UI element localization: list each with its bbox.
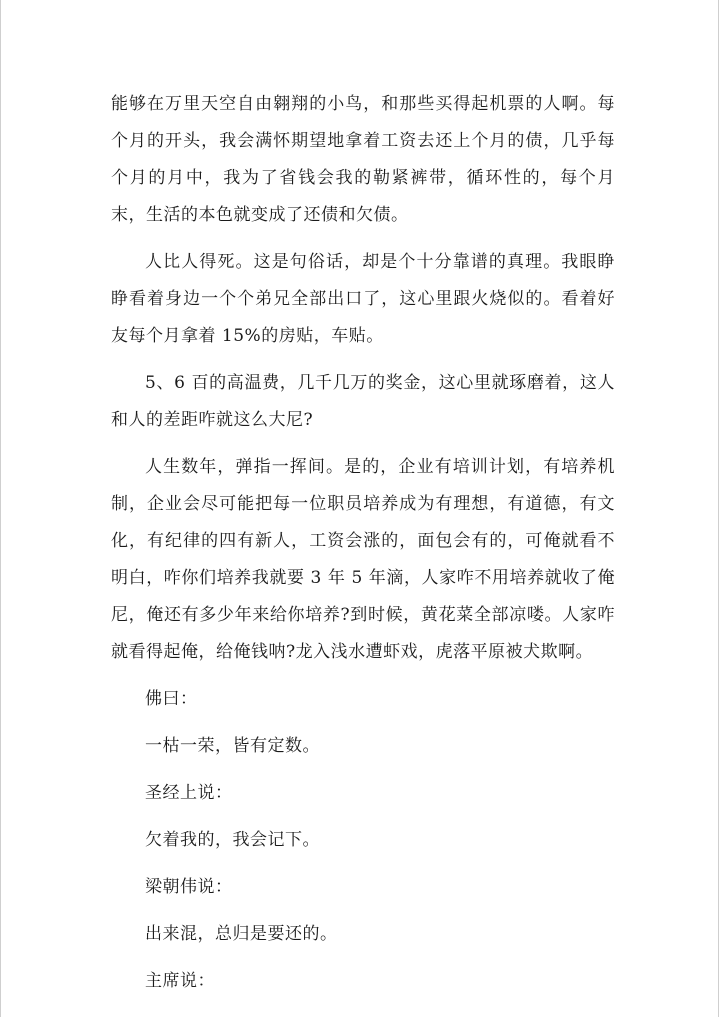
paragraph-training: 人生数年，弹指一挥间。是的，企业有培训计划，有培养机制，企业会尽可能把每一位职员培养成为有理想，有道德，有文化，有纪律的四有新人，工资会涨的，面包会有的，可俺就看不明白，咋你们培养我就要 3 年 5 年滴，人家咋不用培养就收了俺尼，俺还有多少年来给你培养?到时候，黄花菜全部凉喽。人家咋就看得起俺，给俺钱呐?龙入浅水遭虾戏，虎落平原被犬欺啊。 xyxy=(111,457,615,662)
quote-intro-bible: 圣经上说： xyxy=(145,783,233,803)
quote-buddha: 一枯一荣，皆有定数。 xyxy=(145,736,320,756)
quote-intro-chairman: 主席说： xyxy=(145,971,215,991)
paragraph-comparison: 人比人得死。这是句俗话，却是个十分靠谱的真理。我眼睁睁看着身边一个个弟兄全部出口了，这心里跟火烧似的。看着好友每个月拿着 15%的房贴，车贴。 xyxy=(111,252,615,346)
quote-bible: 欠着我的，我会记下。 xyxy=(145,830,320,850)
document-body xyxy=(111,86,615,1010)
paragraph-bonus: 5、6 百的高温费，几千几万的奖金，这心里就琢磨着，这人和人的差距咋就这么大尼? xyxy=(111,373,615,430)
paragraph-debt-cycle: 能够在万里天空自由翱翔的小鸟，和那些买得起机票的人啊。每个月的开头，我会满怀期望地拿着工资去还上个月的债，几乎每个月的月中，我为了省钱会我的勒紧裤带，循环性的，每个月末，生活的本色就变成了还债和欠债。 xyxy=(111,94,615,225)
quote-intro-buddha: 佛曰： xyxy=(145,689,198,709)
quote-intro-tony-leung: 梁朝伟说： xyxy=(145,877,233,897)
quote-tony-leung: 出来混，总归是要还的。 xyxy=(145,924,338,944)
